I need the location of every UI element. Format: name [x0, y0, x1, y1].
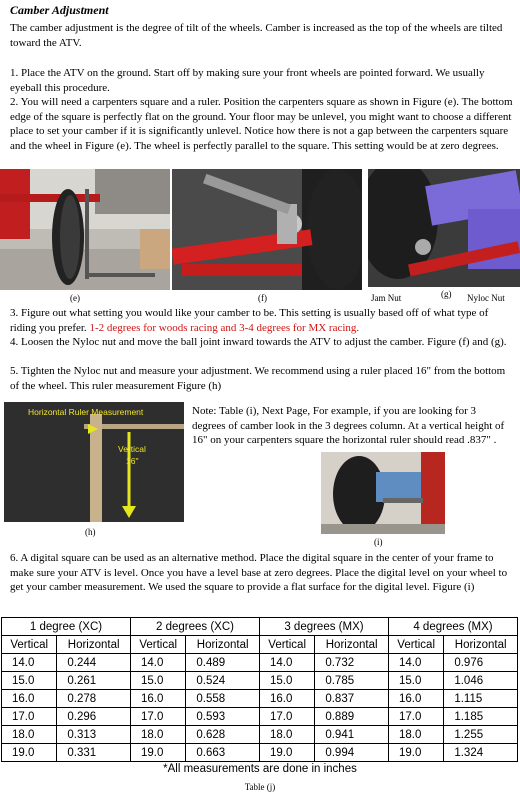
- caption-f: (f): [258, 293, 267, 303]
- step-6: 6. A digital square can be used as an alternative method. Place the digital square in the center of your frame to make sure your ATV is level. Once you have a level base at zero degrees. Place the digital level on your wheel to get your camber measurement. We used the square to provide a flat surface for the digital level. Figure (i): [10, 552, 508, 593]
- col-header-vertical: Vertical: [388, 636, 443, 654]
- vertical-cell: 14.0: [130, 654, 185, 672]
- table-column-header-row: [2, 636, 518, 654]
- horizontal-cell: 0.732: [315, 654, 389, 672]
- group-header: 1 degree (XC): [2, 618, 131, 636]
- horizontal-cell: 0.785: [315, 672, 389, 690]
- horizontal-cell: 1.185: [444, 708, 518, 726]
- col-header-vertical: Vertical: [130, 636, 185, 654]
- horizontal-cell: 0.244: [57, 654, 131, 672]
- step-2: 2. You will need a carpenters square and a ruler. Position the carpenters square as shown in Figure (e). The bottom edge of the square is perfectly flat on the ground. Your floor may be unlevel, you might want to choose a different place to set your camber if it is significantly unlevel. Notice how there is not a gap between the carpenters square and the wheel in Figure (e). The wheel is perfectly parallel to the square. This setting would be at zero degrees.: [10, 96, 513, 152]
- vertical-cell: 18.0: [259, 726, 314, 744]
- vertical-cell: 15.0: [2, 672, 57, 690]
- vertical-cell: 15.0: [388, 672, 443, 690]
- vertical-cell: 19.0: [130, 744, 185, 762]
- table-row: [2, 672, 518, 690]
- horizontal-ruler-label: Horizontal Ruler Measurement: [28, 407, 144, 417]
- intro-paragraph: The camber adjustment is the degree of tilt of the wheels. Camber is increased as the top of the wheels are tilted toward the ATV.: [10, 22, 503, 49]
- horizontal-cell: 0.313: [57, 726, 131, 744]
- group-header: 3 degrees (MX): [259, 618, 388, 636]
- horizontal-cell: 0.889: [315, 708, 389, 726]
- vertical-cell: 16.0: [259, 690, 314, 708]
- vertical-cell: 19.0: [259, 744, 314, 762]
- horizontal-cell: 0.296: [57, 708, 131, 726]
- horizontal-cell: 0.558: [186, 690, 260, 708]
- horizontal-cell: 0.261: [57, 672, 131, 690]
- horizontal-cell: 0.976: [444, 654, 518, 672]
- page-title: Camber Adjustment: [10, 3, 109, 17]
- step-3-recommendation: 1-2 degrees for woods racing and 3-4 degrees for MX racing.: [89, 321, 360, 334]
- horizontal-cell: 0.331: [57, 744, 131, 762]
- vertical-value: 16": [126, 456, 139, 466]
- table-row: [2, 726, 518, 744]
- col-header-horizontal: Horizontal: [444, 636, 518, 654]
- vertical-cell: 17.0: [259, 708, 314, 726]
- table-row: [2, 654, 518, 672]
- vertical-label: Vertical: [118, 444, 146, 454]
- col-header-horizontal: Horizontal: [315, 636, 389, 654]
- table-row: [2, 690, 518, 708]
- horizontal-cell: 0.941: [315, 726, 389, 744]
- vertical-cell: 16.0: [130, 690, 185, 708]
- horizontal-cell: 0.628: [186, 726, 260, 744]
- vertical-cell: 18.0: [130, 726, 185, 744]
- vertical-cell: 17.0: [2, 708, 57, 726]
- photo-f: [172, 169, 362, 290]
- table-caption: Table (j): [244, 782, 276, 792]
- vertical-cell: 18.0: [2, 726, 57, 744]
- caption-i: (i): [374, 537, 383, 547]
- table-body: [2, 654, 518, 762]
- vertical-cell: 18.0: [388, 726, 443, 744]
- vertical-cell: 14.0: [2, 654, 57, 672]
- col-header-horizontal: Horizontal: [186, 636, 260, 654]
- vertical-cell: 14.0: [259, 654, 314, 672]
- vertical-cell: 14.0: [388, 654, 443, 672]
- caption-h: (h): [85, 527, 96, 537]
- col-header-vertical: Vertical: [2, 636, 57, 654]
- caption-nyloc-nut: Nyloc Nut: [467, 293, 505, 303]
- vertical-cell: 15.0: [130, 672, 185, 690]
- vertical-cell: 15.0: [259, 672, 314, 690]
- step-3-text: 3. Figure out what setting you would like your camber to be. This setting is usually based off of what type of riding you prefer.: [10, 307, 489, 334]
- photo-e: [0, 169, 170, 290]
- horizontal-cell: 1.324: [444, 744, 518, 762]
- group-header: 2 degrees (XC): [130, 618, 259, 636]
- horizontal-cell: 1.046: [444, 672, 518, 690]
- caption-jam-nut: Jam Nut: [371, 293, 402, 303]
- vertical-cell: 19.0: [2, 744, 57, 762]
- table-row: [2, 744, 518, 762]
- horizontal-cell: 0.837: [315, 690, 389, 708]
- col-header-vertical: Vertical: [259, 636, 314, 654]
- table-row: [2, 708, 518, 726]
- group-header: 4 degrees (MX): [388, 618, 517, 636]
- horizontal-cell: 0.663: [186, 744, 260, 762]
- horizontal-cell: 0.593: [186, 708, 260, 726]
- horizontal-cell: 0.278: [57, 690, 131, 708]
- photo-g: [368, 169, 520, 287]
- vertical-cell: 17.0: [130, 708, 185, 726]
- vertical-cell: 16.0: [2, 690, 57, 708]
- horizontal-cell: 1.115: [444, 690, 518, 708]
- vertical-cell: 16.0: [388, 690, 443, 708]
- caption-e: (e): [70, 293, 80, 303]
- step-3: [10, 306, 515, 335]
- camber-table: [1, 617, 518, 762]
- step-4: 4. Loosen the Nyloc nut and move the ball joint inward towards the ATV to adjust the camber. Figure (f) and (g).: [10, 336, 507, 348]
- step-1: 1. Place the ATV on the ground. Start off by making sure your front wheels are pointed forward. We usually eyeball this procedure.: [10, 67, 485, 94]
- step-5: 5. Tighten the Nyloc nut and measure your adjustment. We recommend using a ruler placed 16" from the bottom of the wheel. This ruler measurement Figure (h): [10, 365, 506, 392]
- horizontal-cell: 0.524: [186, 672, 260, 690]
- col-header-horizontal: Horizontal: [57, 636, 131, 654]
- vertical-cell: 19.0: [388, 744, 443, 762]
- caption-g: (g): [441, 289, 452, 299]
- horizontal-cell: 0.994: [315, 744, 389, 762]
- table-footnote: *All measurements are done in inches: [163, 763, 357, 775]
- table-group-header-row: [2, 618, 518, 636]
- horizontal-cell: 1.255: [444, 726, 518, 744]
- vertical-cell: 17.0: [388, 708, 443, 726]
- horizontal-cell: 0.489: [186, 654, 260, 672]
- note-paragraph: Note: Table (i), Next Page, For example, if you are looking for 3 degrees of camber look in the 3 degrees column. At a vertical height of 16" on your carpenters square the horizontal ruler should read .837" .: [192, 405, 505, 446]
- photo-h: [4, 402, 184, 522]
- photo-i: [321, 452, 445, 534]
